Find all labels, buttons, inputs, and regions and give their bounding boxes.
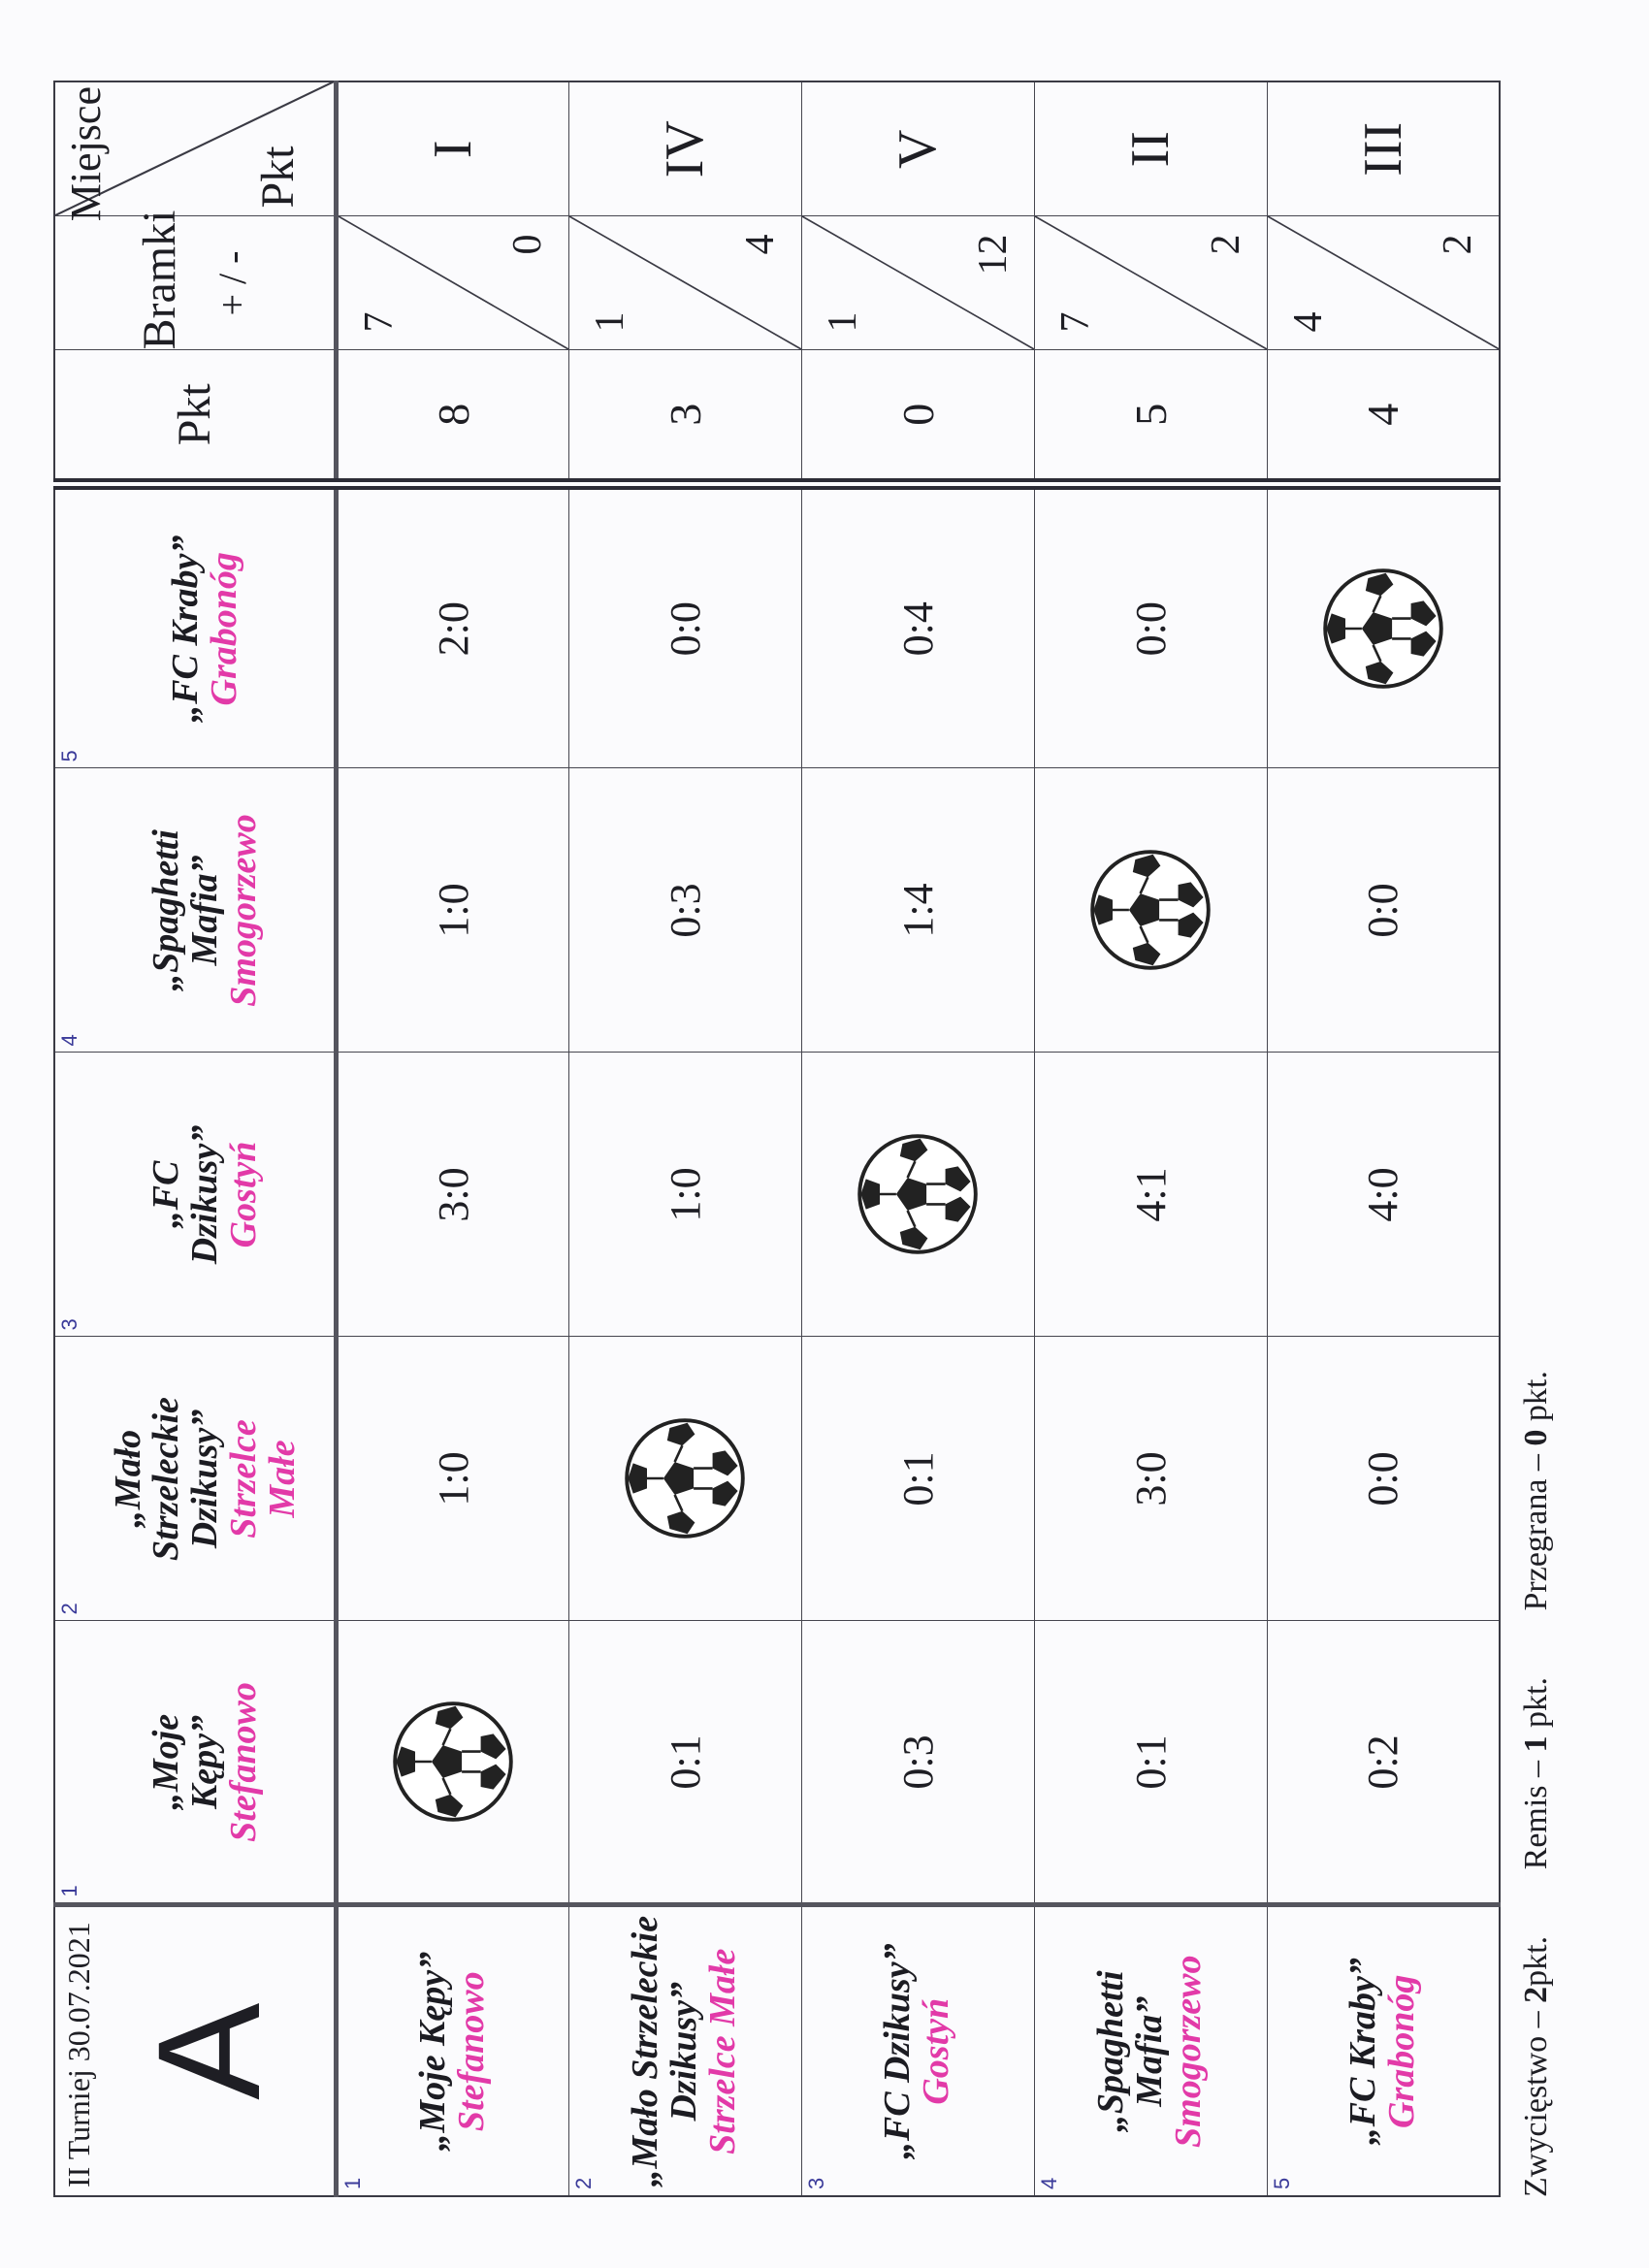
match-result-cell xyxy=(568,1337,801,1621)
team-town: Smogorzewo xyxy=(1167,1955,1209,2148)
team-row xyxy=(568,81,801,2196)
place-header xyxy=(54,81,336,222)
team-name: Mafia” xyxy=(1129,1995,1171,2107)
legend-draw: Remis – 1 pkt. xyxy=(1518,1677,1554,1870)
soccer-ball-icon xyxy=(622,1416,748,1542)
team-points: 8 xyxy=(428,403,478,426)
team-town: Stefanowo xyxy=(451,1971,492,2132)
team-town: Grabonóg xyxy=(1380,1974,1422,2128)
row-team-header xyxy=(1267,1905,1500,2196)
place-cell xyxy=(336,81,568,216)
column-team-header xyxy=(54,768,336,1053)
team-number: 1 xyxy=(340,2177,365,2189)
team-row xyxy=(1034,81,1267,2196)
match-result-cell xyxy=(336,484,568,768)
team-number: 5 xyxy=(57,750,81,762)
team-place: I xyxy=(423,140,483,159)
team-town: Stefanowo xyxy=(223,1682,265,1842)
team-name: Dzikusy” xyxy=(184,1409,226,1549)
team-number: 1 xyxy=(57,1885,81,1897)
team-place: V xyxy=(888,129,948,169)
match-result-cell xyxy=(1267,1337,1500,1621)
match-result-cell xyxy=(801,484,1034,768)
group-letter: A xyxy=(127,2002,291,2100)
team-label xyxy=(124,1053,264,1337)
team-label xyxy=(124,769,264,1053)
goals-against: 4 xyxy=(737,234,783,255)
points-header xyxy=(54,350,336,484)
team-place: IV xyxy=(655,120,715,178)
place-cell xyxy=(568,81,801,216)
team-name: Kępy” xyxy=(184,1714,226,1810)
team-points: 4 xyxy=(1358,403,1408,426)
team-number: 4 xyxy=(1036,2177,1061,2189)
team-points: 3 xyxy=(660,403,710,426)
match-result-cell xyxy=(1034,1621,1267,1905)
place-label: Miejsce xyxy=(62,86,110,222)
match-result-cell xyxy=(801,1621,1034,1905)
match-score: 1:0 xyxy=(661,1167,709,1222)
goals-cell xyxy=(801,216,1034,350)
team-label xyxy=(144,490,244,768)
row-team-header xyxy=(336,1905,568,2196)
column-team-header xyxy=(54,1621,336,1905)
team-town: Gostyń xyxy=(223,1141,265,1248)
match-score: 1:0 xyxy=(429,883,477,938)
goals-cell xyxy=(336,216,568,350)
team-name: Strzeleckie xyxy=(146,1397,187,1561)
team-town: Grabonóg xyxy=(204,552,245,706)
team-label xyxy=(86,1338,303,1621)
points-label: Pkt xyxy=(168,383,220,446)
match-score: 0:0 xyxy=(661,601,709,657)
tournament-title: II Turniej 30.07.2021 xyxy=(61,1922,96,2187)
goals-for: 7 xyxy=(356,311,402,333)
goals-sublabel: + / - xyxy=(210,250,255,316)
team-name: „Moje Kępy” xyxy=(412,1951,454,2152)
match-score: 0:1 xyxy=(893,1451,942,1507)
team-number: 2 xyxy=(570,2177,596,2189)
points-cell xyxy=(1267,350,1500,484)
match-score: 4:0 xyxy=(1359,1167,1407,1222)
match-result-cell xyxy=(568,768,801,1053)
soccer-ball-icon xyxy=(855,1132,981,1258)
header-row xyxy=(54,81,336,2196)
team-place: III xyxy=(1352,121,1413,177)
goals-for: 4 xyxy=(1285,311,1331,333)
match-score: 1:0 xyxy=(429,1451,477,1507)
match-result-cell xyxy=(568,484,801,768)
team-label xyxy=(124,1622,264,1903)
team-name: Dzikusy” xyxy=(663,1981,705,2122)
place-cell xyxy=(801,81,1034,216)
legend-win: Zwycięstwo – 2pkt. xyxy=(1518,1935,1554,2197)
match-result-cell xyxy=(1267,1621,1500,1905)
team-town: Smogorzewo xyxy=(223,814,265,1007)
team-number: 5 xyxy=(1269,2177,1294,2189)
match-result-cell xyxy=(336,1337,568,1621)
match-score: 3:0 xyxy=(429,1167,477,1222)
match-result-cell xyxy=(801,1337,1034,1621)
match-result-cell xyxy=(801,768,1034,1053)
team-label xyxy=(414,1908,492,2196)
match-score: 0:2 xyxy=(1359,1734,1407,1790)
team-name: „Moje xyxy=(146,1713,187,1811)
match-result-cell xyxy=(336,1053,568,1337)
place-cell xyxy=(1267,81,1500,216)
team-row xyxy=(336,81,568,2196)
goals-against: 0 xyxy=(504,234,550,255)
match-score: 3:0 xyxy=(1126,1451,1175,1507)
match-score: 0:1 xyxy=(1126,1734,1175,1790)
goals-header xyxy=(54,210,336,350)
match-score: 0:4 xyxy=(893,601,942,657)
soccer-ball-icon xyxy=(1087,848,1213,974)
goals-for: 1 xyxy=(820,311,865,333)
points-cell xyxy=(568,350,801,484)
corner-cell xyxy=(54,1905,336,2196)
team-row xyxy=(801,81,1034,2196)
team-label xyxy=(879,1908,956,2196)
team-town: Gostyń xyxy=(916,1997,956,2105)
place-cell xyxy=(1034,81,1267,216)
goals-cell xyxy=(1034,216,1267,350)
goals-against: 12 xyxy=(970,234,1016,275)
match-score: 0:0 xyxy=(1359,1451,1407,1507)
column-team-header xyxy=(54,1337,336,1621)
match-result-cell xyxy=(1267,1053,1500,1337)
match-result-cell xyxy=(568,1621,801,1905)
team-points: 0 xyxy=(892,403,943,426)
soccer-ball-icon xyxy=(390,1700,516,1826)
tournament-sheet xyxy=(53,82,1554,2197)
goals-label: Bramki xyxy=(134,210,186,350)
match-score: 0:0 xyxy=(1126,601,1175,657)
column-team-header xyxy=(54,484,336,768)
team-town: Małe xyxy=(262,1440,304,1518)
soccer-ball-icon xyxy=(1320,566,1446,692)
legend-loss: Przegrana – 0 pkt. xyxy=(1518,1371,1554,1611)
match-result-cell xyxy=(1034,1337,1267,1621)
match-result-cell xyxy=(568,1053,801,1337)
team-name: „Spaghetti xyxy=(146,829,187,991)
goals-cell xyxy=(1267,216,1500,350)
row-team-header xyxy=(568,1905,801,2196)
team-points: 5 xyxy=(1125,403,1176,426)
goals-cell xyxy=(568,216,801,350)
results-table xyxy=(53,81,1501,2197)
match-score: 1:4 xyxy=(893,883,942,938)
team-name: „Spaghetti xyxy=(1090,1970,1132,2133)
match-result-cell xyxy=(801,1053,1034,1337)
team-name: „FC Dzikusy” xyxy=(877,1943,919,2160)
match-score: 4:1 xyxy=(1126,1167,1175,1222)
match-result-cell xyxy=(1034,768,1267,1053)
points-cell xyxy=(1034,350,1267,484)
match-score: 2:0 xyxy=(429,601,477,657)
match-result-cell xyxy=(1034,484,1267,768)
team-number: 4 xyxy=(57,1034,81,1047)
team-name: „FC Kraby” xyxy=(165,535,207,723)
team-row xyxy=(1267,81,1500,2196)
team-label xyxy=(1344,1908,1422,2196)
team-name: „FC xyxy=(146,1160,187,1229)
row-team-header xyxy=(1034,1905,1267,2196)
goals-against: 2 xyxy=(1203,234,1248,255)
points-label-2: Pkt xyxy=(251,146,304,209)
team-name: Dzikusy” xyxy=(184,1124,226,1265)
points-cell xyxy=(336,350,568,484)
team-number: 2 xyxy=(57,1603,81,1615)
match-result-cell xyxy=(336,768,568,1053)
team-name: Mafia” xyxy=(184,855,226,966)
team-label xyxy=(1092,1908,1209,2196)
points-legend xyxy=(1518,82,1555,2197)
team-name: „FC Kraby” xyxy=(1342,1958,1383,2146)
match-result-cell xyxy=(1267,484,1500,768)
goals-for: 7 xyxy=(1052,311,1098,333)
goals-for: 1 xyxy=(587,311,632,333)
team-number: 3 xyxy=(57,1318,81,1331)
match-score: 0:0 xyxy=(1359,883,1407,938)
team-name: „Mało xyxy=(107,1429,148,1529)
match-score: 0:3 xyxy=(893,1734,942,1790)
points-cell xyxy=(801,350,1034,484)
row-team-header xyxy=(801,1905,1034,2196)
team-town: Strzelce Małe xyxy=(701,1948,743,2155)
team-number: 3 xyxy=(803,2177,828,2189)
team-town: Strzelce xyxy=(223,1419,265,1539)
column-team-header xyxy=(54,1053,336,1337)
team-label xyxy=(627,1908,743,2196)
goals-against: 2 xyxy=(1436,234,1480,255)
team-name: „Mało Strzeleckie xyxy=(625,1915,666,2187)
match-result-cell xyxy=(336,1621,568,1905)
match-result-cell xyxy=(1034,1053,1267,1337)
match-result-cell xyxy=(1267,768,1500,1053)
team-place: II xyxy=(1120,131,1180,168)
match-score: 0:3 xyxy=(661,883,709,938)
match-score: 0:1 xyxy=(661,1734,709,1790)
